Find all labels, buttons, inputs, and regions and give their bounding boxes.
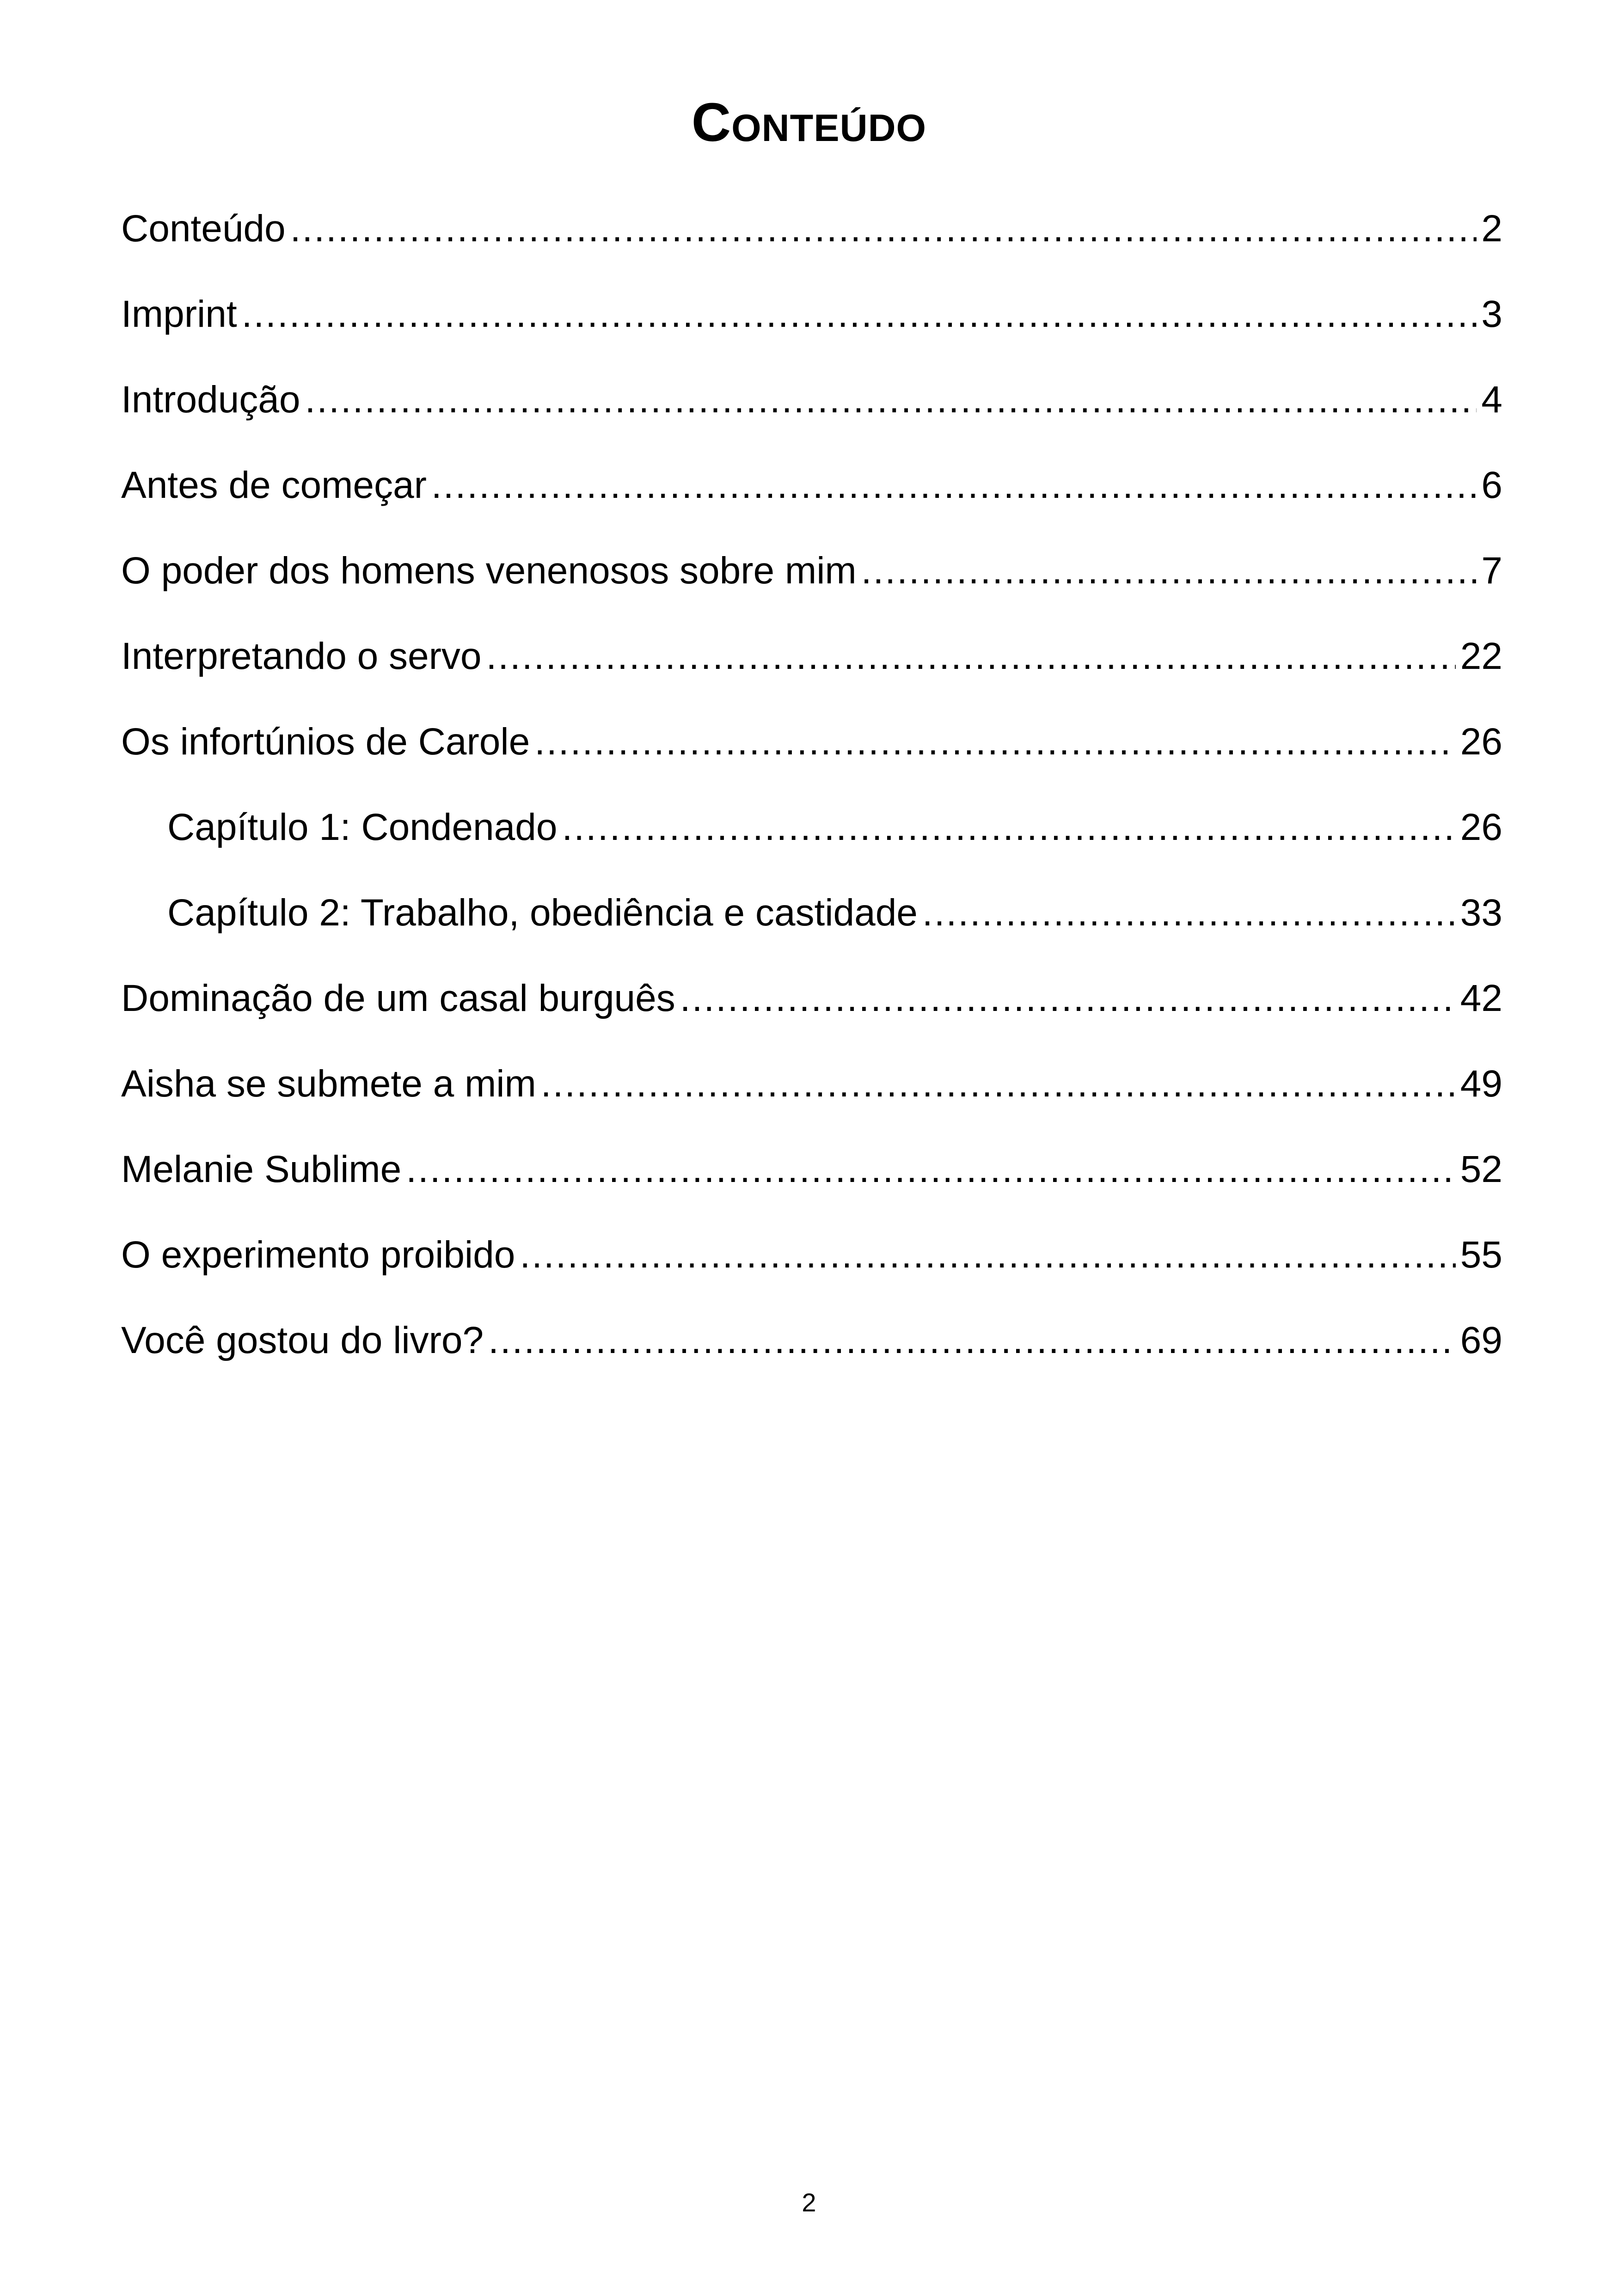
toc-entry[interactable] <box>121 1315 1502 1401</box>
page-number: 2 <box>802 2188 816 2217</box>
toc-entry[interactable] <box>121 203 1502 289</box>
page-title: Conteúdo <box>691 92 927 153</box>
toc-entry-title: Interpretando o servo <box>121 635 482 677</box>
toc-dot-leader <box>431 460 1477 511</box>
toc-entry[interactable] <box>121 1144 1502 1230</box>
toc-entry-page: 4 <box>1481 379 1502 421</box>
toc-entry[interactable] <box>121 631 1502 716</box>
toc-entry-page: 52 <box>1460 1148 1502 1190</box>
toc-entry-page: 55 <box>1460 1234 1502 1276</box>
toc-entry-title: Imprint <box>121 293 237 335</box>
toc-entry[interactable] <box>121 716 1502 802</box>
toc-entry[interactable] <box>121 1059 1502 1144</box>
toc-entry-page: 6 <box>1481 464 1502 506</box>
toc-dot-leader <box>242 289 1477 340</box>
toc-dot-leader <box>861 545 1477 596</box>
toc-entry-title: Os infortúnios de Carole <box>121 721 530 763</box>
toc-dot-leader <box>488 1315 1456 1366</box>
toc-dot-leader <box>486 631 1455 682</box>
toc-entry-title: Conteúdo <box>121 208 286 250</box>
toc-entry-title: Introdução <box>121 379 300 421</box>
toc-entry-title: Aisha se submete a mim <box>121 1063 536 1105</box>
toc-dot-leader <box>680 973 1456 1024</box>
toc-entry[interactable] <box>121 460 1502 545</box>
toc-subentry[interactable] <box>121 888 1502 973</box>
toc-entry-title: O poder dos homens venenosos sobre mim <box>121 550 857 592</box>
toc-dot-leader <box>534 716 1456 767</box>
toc-entry-title: Melanie Sublime <box>121 1148 402 1190</box>
toc-entry-page: 22 <box>1460 635 1502 677</box>
toc-entry-page: 3 <box>1481 293 1502 335</box>
toc-subentry[interactable] <box>121 802 1502 888</box>
toc-dot-leader <box>541 1059 1456 1109</box>
toc-entry-page: 26 <box>1460 721 1502 763</box>
toc-entry-title: O experimento proibido <box>121 1234 515 1276</box>
toc-dot-leader <box>922 888 1456 938</box>
toc-entry-title: Capítulo 1: Condenado <box>167 806 558 848</box>
toc-entry-title: Capítulo 2: Trabalho, obediência e castidade <box>167 892 918 934</box>
toc-dot-leader <box>406 1144 1456 1195</box>
toc-entry-page: 42 <box>1460 977 1502 1019</box>
table-of-contents <box>121 203 1502 1401</box>
toc-entry-page: 69 <box>1460 1319 1502 1361</box>
toc-entry-title: Você gostou do livro? <box>121 1319 484 1361</box>
toc-dot-leader <box>520 1230 1455 1280</box>
toc-entry-title: Antes de começar <box>121 464 427 506</box>
toc-entry-page: 7 <box>1481 550 1502 592</box>
toc-dot-leader <box>305 374 1477 425</box>
toc-dot-leader <box>290 203 1477 254</box>
toc-entry-page: 49 <box>1460 1063 1502 1105</box>
toc-dot-leader <box>562 802 1455 853</box>
toc-entry-page: 33 <box>1460 892 1502 934</box>
toc-entry[interactable] <box>121 1230 1502 1315</box>
toc-entry[interactable] <box>121 374 1502 460</box>
toc-entry[interactable] <box>121 289 1502 374</box>
toc-entry-page: 2 <box>1481 208 1502 250</box>
toc-entry[interactable] <box>121 545 1502 631</box>
toc-entry-page: 26 <box>1460 806 1502 848</box>
toc-entry[interactable] <box>121 973 1502 1059</box>
toc-entry-title: Dominação de um casal burguês <box>121 977 675 1019</box>
